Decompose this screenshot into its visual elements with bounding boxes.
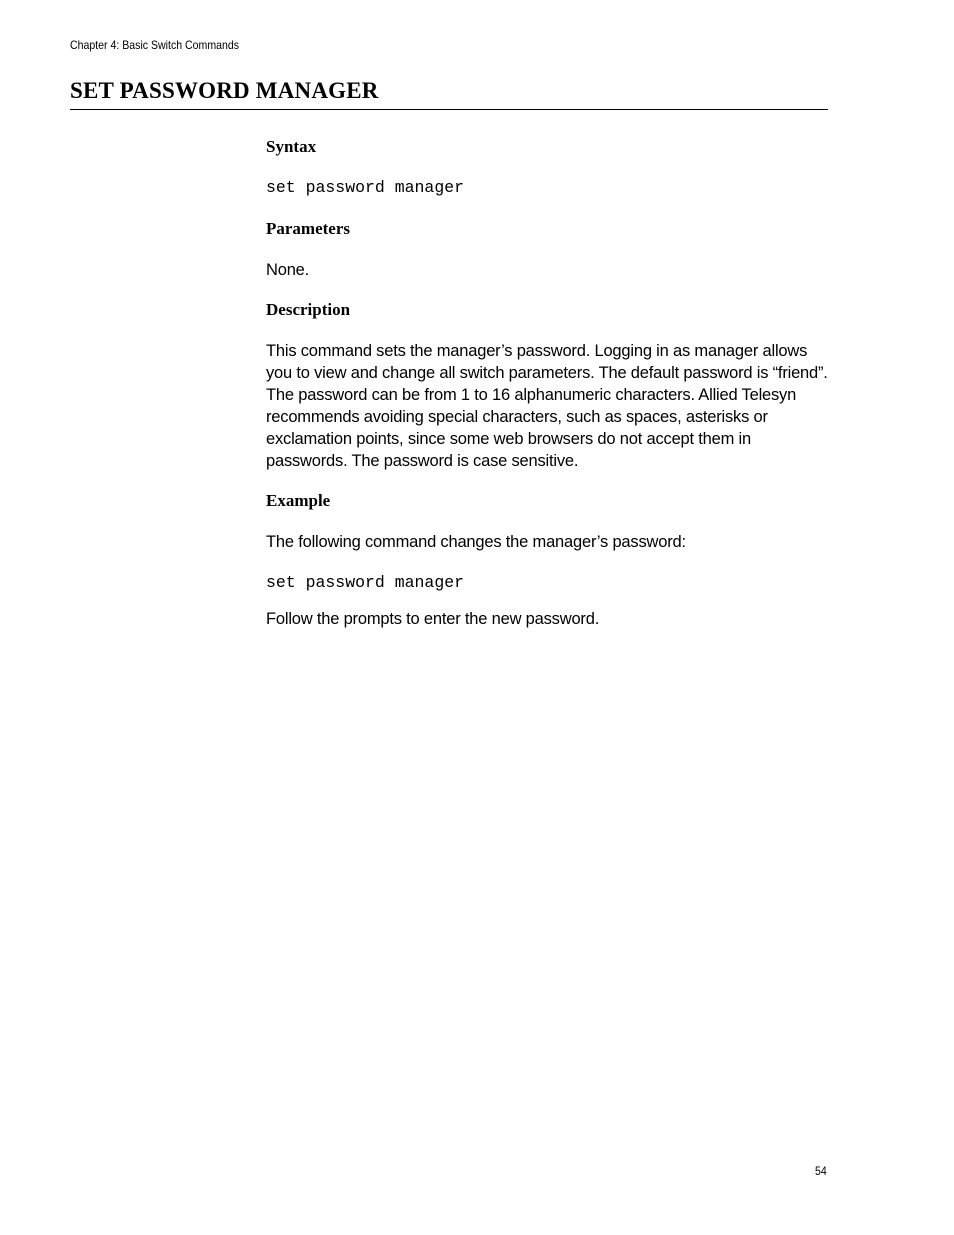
description-heading: Description — [266, 300, 351, 319]
content — [266, 136, 828, 630]
syntax-code: set password manager — [266, 178, 465, 197]
running-header: Chapter 4: Basic Switch Commands — [70, 38, 240, 52]
title-rule — [70, 109, 828, 110]
description-text: This command sets the manager’s password. Logging in as manager allows you to view and change all switch parameters. The default password is “friend”. The password can be from 1 to 16 alphanumeric characters. Allied Telesyn recommends avoiding special characters, such as spaces, asterisks or exclamation points, since some web browsers do not accept them in passwords. The password is case sensitive. — [266, 342, 828, 470]
section-description — [266, 299, 828, 472]
section-example — [266, 490, 828, 630]
parameters-heading: Parameters — [266, 219, 351, 238]
parameters-text: None. — [266, 261, 310, 279]
example-code: set password manager — [266, 573, 465, 592]
example-intro: The following command changes the manager’s password: — [266, 533, 686, 551]
page-title: SET PASSWORD MANAGER — [70, 78, 379, 103]
example-outro: Follow the prompts to enter the new password. — [266, 610, 600, 628]
example-heading: Example — [266, 491, 331, 510]
section-parameters — [266, 218, 828, 281]
section-syntax — [266, 136, 828, 199]
page-number: 54 — [815, 1164, 827, 1178]
syntax-heading: Syntax — [266, 137, 317, 156]
